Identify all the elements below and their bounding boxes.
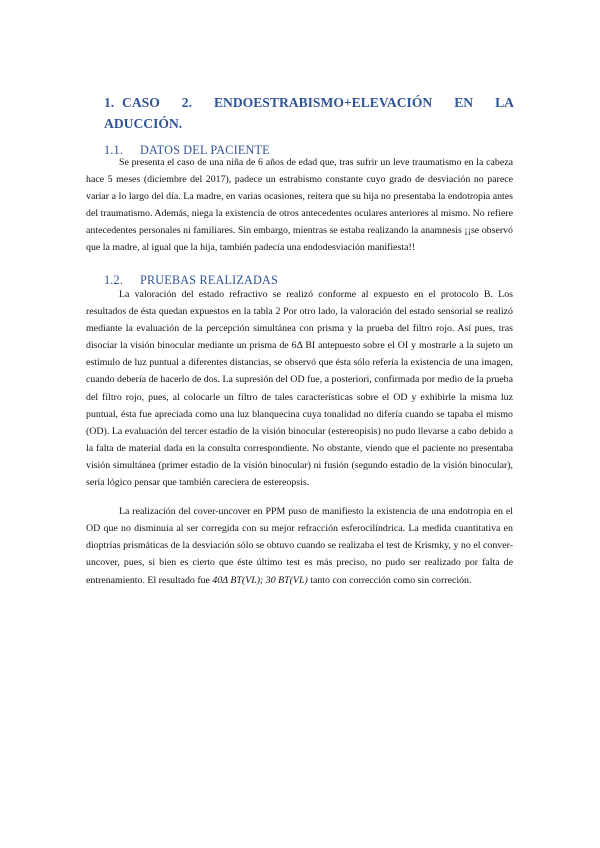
chapter-number: 1.: [104, 95, 115, 110]
section-number: 1.2.: [104, 273, 124, 287]
paragraph-text: tanto con corrección como sin correción.: [307, 574, 472, 586]
paragraph-text: La valoración del estado refractivo se realizó conforme al expuesto en el protocolo B. Los resultados de ésta quedan expuestos en la tabla 2 Por otro lado, la valoración del estado sensorial se realizó mediante la evaluación de la percepción simultánea con prisma y la prueba del filtro rojo. Así pues, tras disociar la visión binocular mediante un prisma de 6: [86, 289, 513, 352]
section-body-datos: [86, 154, 513, 257]
section-number: 1.1.: [104, 143, 124, 157]
delta-symbol: Δ: [296, 340, 303, 352]
paragraph-text: La realización del cover-uncover en PPM puso de manifiesto la existencia de una endotropia en el OD que no disminuía al ser corregida con su mejor refracción esferocilíndrica. La medida cuantitativa en dioptrías prismáticas de la desviación sólo se obtuvo cuando se realizaba el test de Krismky, y no el conver-uncover, pues, si bien es cierto que éste último test es más preciso, no pudo ser realizado por falta de entrenamiento. El resultado fue: [86, 506, 513, 586]
section-title: DATOS DEL PACIENTE: [140, 143, 270, 157]
paragraph-estado-sensorial: [86, 286, 513, 491]
paragraph-datos-paciente: Se presenta el caso de una niña de 6 años de edad que, tras sufrir un leve traumatismo en la cabeza hace 5 meses (diciembre del 2017), padece un estrabismo constante cuyo grado de desviación no parece variar a lo largo del día. La madre, en varias ocasiones, reitera que su hija no presentaba la endotropia antes del traumatismo. Además, niega la existencia de otros antecedentes oculares anteriores al mismo. No refiere antecedentes personales ni familiares. Sin embargo, mientras se estaba realizando la anamnesis ¡¡se observó que la madre, al igual que la hija, también padecía una endodesviación manifiesta!!: [86, 157, 513, 254]
chapter-heading: [104, 92, 514, 134]
paragraph-text: BI antepuesto sobre el OI y mostrarle a la sujeto un estímulo de luz puntual a diferentes distancias, se observó que ésta sólo refería la existencia de una imagen, cuando debería de hacerlo de dos. La supresión del OD fue, a posteriori, confirmada por medio de la prueba del filtro rojo, pues, al colocarle un filtro de tales características sobre el OD y exhibirle la misma luz puntual, ésta fue apreciada como una luz blanquecina cuya tonalidad no difería cuando se tapaba el mismo (OD). La evaluación del tercer estadio de la visión binocular (estereopisis) no pudo llevarse a cabo debido a la falta de material dada en la consulta correspondiente. No obstante, viendo que el paciente no presentaba visión simultánea (primer estadio de la visión binocular) ni fusión (segundo estadio de la visión binocular), sería lógico pensar que también careciera de estereopsis.: [86, 340, 513, 489]
result-value: 40Δ BT(VL); 30 BT(VL): [212, 574, 308, 586]
section-title: PRUEBAS REALIZADAS: [140, 273, 279, 287]
section-body-pruebas: [86, 286, 513, 589]
paragraph-cover-uncover: [86, 503, 513, 588]
chapter-title: CASO 2. ENDOESTRABISMO+ELEVACIÓN EN LA ADUCCIÓN.: [104, 95, 514, 131]
section-heading-pruebas: [104, 273, 514, 287]
